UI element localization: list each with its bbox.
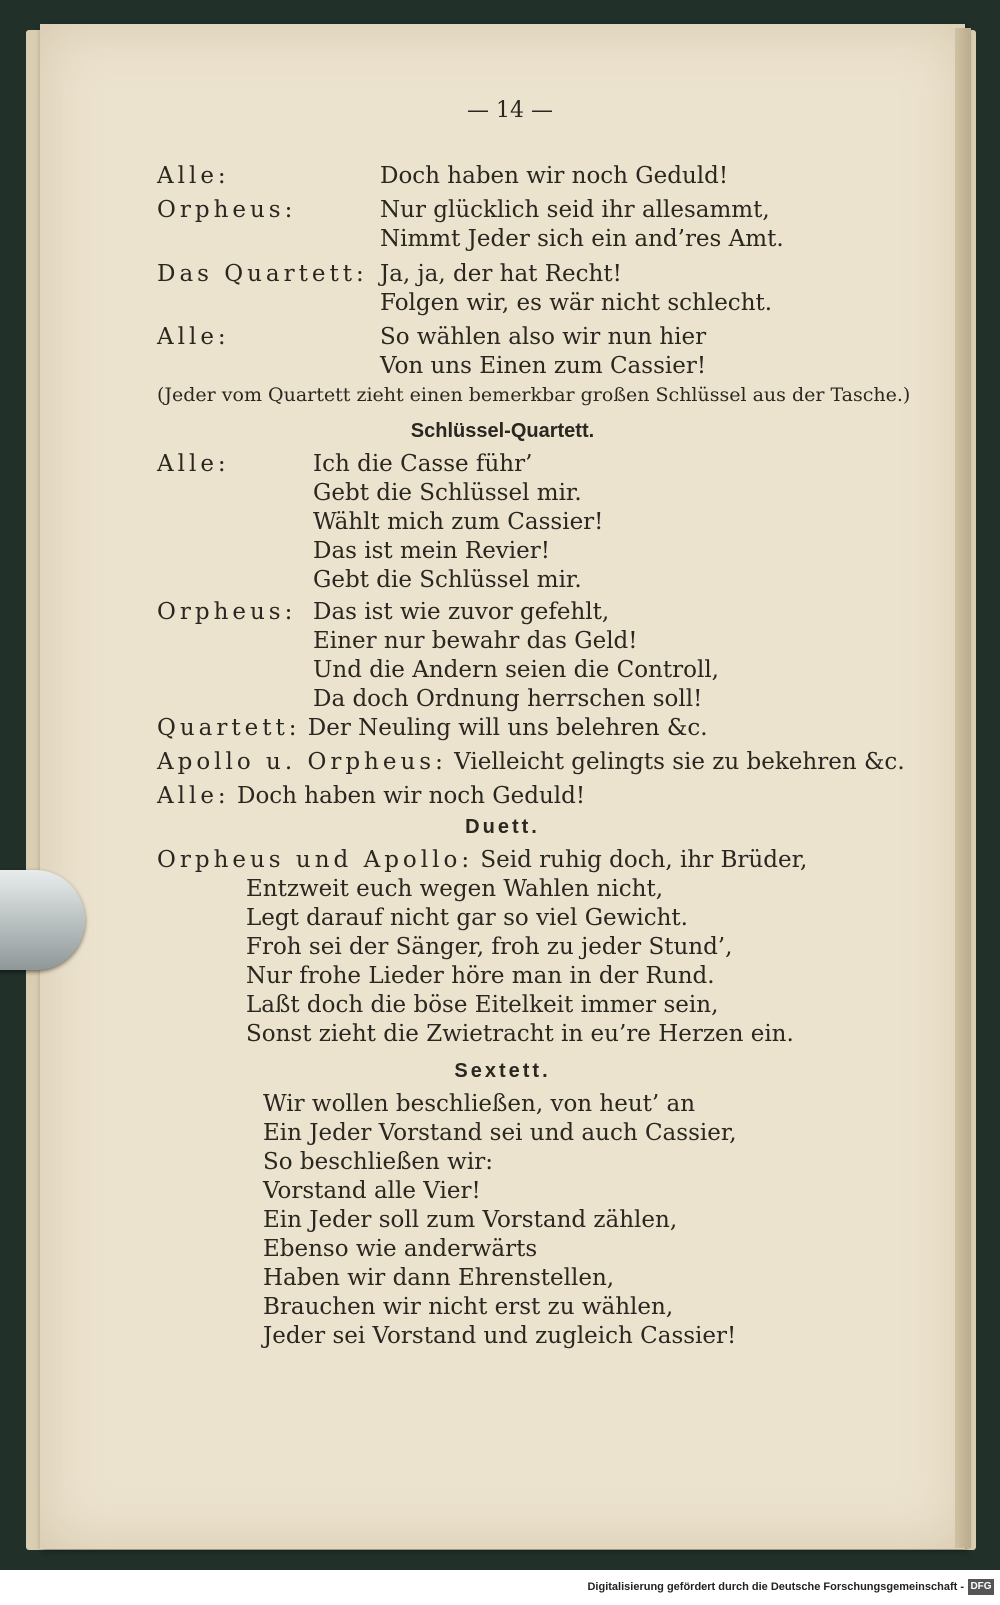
dialogue-line [157, 748, 905, 777]
verse-line: So wählen also wir nun hier [380, 324, 707, 350]
speaker-label: Alle: [157, 324, 230, 350]
funding-credit: Digitalisierung gefördert durch die Deutsche Forschungsgemeinschaft - [587, 1581, 964, 1593]
verse-line: Laßt doch die böse Eitelkeit immer sein, [246, 992, 719, 1018]
verse-line: Legt darauf nicht gar so viel Gewicht. [246, 905, 688, 931]
verse-line: Da doch Ordnung herrschen soll! [313, 686, 703, 712]
verse-line: Gebt die Schlüssel mir. [313, 567, 582, 593]
verse-line: Ein Jeder soll zum Vorstand zählen, [263, 1207, 678, 1233]
verse-line: Nimmt Jeder sich ein and’res Amt. [380, 226, 784, 252]
dialogue-line [157, 714, 708, 743]
verse-line: Wir wollen beschließen, von heut’ an [263, 1091, 696, 1117]
speaker-label: Orpheus: [157, 599, 297, 625]
verse-text: Der Neuling will uns belehren &c. [307, 715, 708, 741]
dialogue-line [157, 782, 585, 811]
verse-text: Doch haben wir noch Geduld! [237, 783, 586, 809]
verse-line: Ein Jeder Vorstand sei und auch Cassier, [263, 1120, 737, 1146]
page-edge [955, 28, 971, 1548]
verse-line: Jeder sei Vorstand und zugleich Cassier! [263, 1323, 737, 1349]
heading-duett: Duett. [465, 816, 540, 838]
verse-line: Wählt mich zum Cassier! [313, 509, 604, 535]
verse-line: Sonst zieht die Zwietracht in eu’re Herzen ein. [246, 1021, 794, 1047]
verse-line: Von uns Einen zum Cassier! [380, 353, 707, 379]
heading-schluessel-quartett: Schlüssel-Quartett. [410, 420, 595, 442]
verse-line: Vorstand alle Vier! [263, 1178, 481, 1204]
verse-line: Einer nur bewahr das Geld! [313, 628, 638, 654]
dfg-logo: DFG [968, 1579, 994, 1595]
verse-line: Das ist wie zuvor gefehlt, [313, 599, 610, 625]
verse-line: Das ist mein Revier! [313, 538, 551, 564]
stage-direction: (Jeder vom Quartett zieht einen bemerkbar großen Schlüssel aus der Tasche.) [157, 384, 911, 406]
verse-line: Ja, ja, der hat Recht! [380, 261, 622, 287]
speaker-label: Alle: [157, 783, 230, 809]
verse-line: Haben wir dann Ehrenstellen, [263, 1265, 615, 1291]
quartett-orpheus-lines [313, 598, 719, 714]
page-number: — 14 — [467, 98, 553, 123]
verse-line: Froh sei der Sänger, froh zu jeder Stund’, [246, 934, 733, 960]
sextett-lines [263, 1090, 737, 1351]
verse-line: Nur frohe Lieder höre man in der Rund. [246, 963, 715, 989]
heading-sextett: Sextett. [454, 1060, 551, 1082]
verse-line: Brauchen wir nicht erst zu wählen, [263, 1294, 674, 1320]
verse-line: Ebenso wie anderwärts [263, 1236, 538, 1262]
quartett-alle-lines [313, 450, 603, 595]
verse-line: Entzweit euch wegen Wahlen nicht, [246, 876, 664, 902]
speaker-label: Alle: [157, 163, 230, 189]
speaker-label: Alle: [157, 451, 230, 477]
verse-line: Gebt die Schlüssel mir. [313, 480, 582, 506]
verse-line: Ich die Casse führ’ [313, 451, 533, 477]
speaker-label: Orpheus und Apollo: [157, 847, 474, 873]
verse-line: So beschließen wir: [263, 1149, 493, 1175]
dialogue-line [157, 846, 807, 875]
verse-text: Seid ruhig doch, ihr Brüder, [480, 847, 808, 873]
speaker-label: Orpheus: [157, 197, 297, 223]
duett-lines [246, 875, 794, 1049]
speaker-label: Das Quartett: [157, 261, 368, 287]
speaker-label: Apollo u. Orpheus: [157, 749, 447, 775]
verse-line: Doch haben wir noch Geduld! [380, 163, 729, 189]
footer-bar [0, 1570, 1000, 1605]
speaker-label: Quartett: [157, 715, 301, 741]
verse-line: Folgen wir, es wär nicht schlecht. [380, 290, 773, 316]
verse-line: Und die Andern seien die Controll, [313, 657, 719, 683]
verse-line: Nur glücklich seid ihr allesammt, [380, 197, 770, 223]
verse-text: Vielleicht gelingts sie zu bekehren &c. [454, 749, 905, 775]
